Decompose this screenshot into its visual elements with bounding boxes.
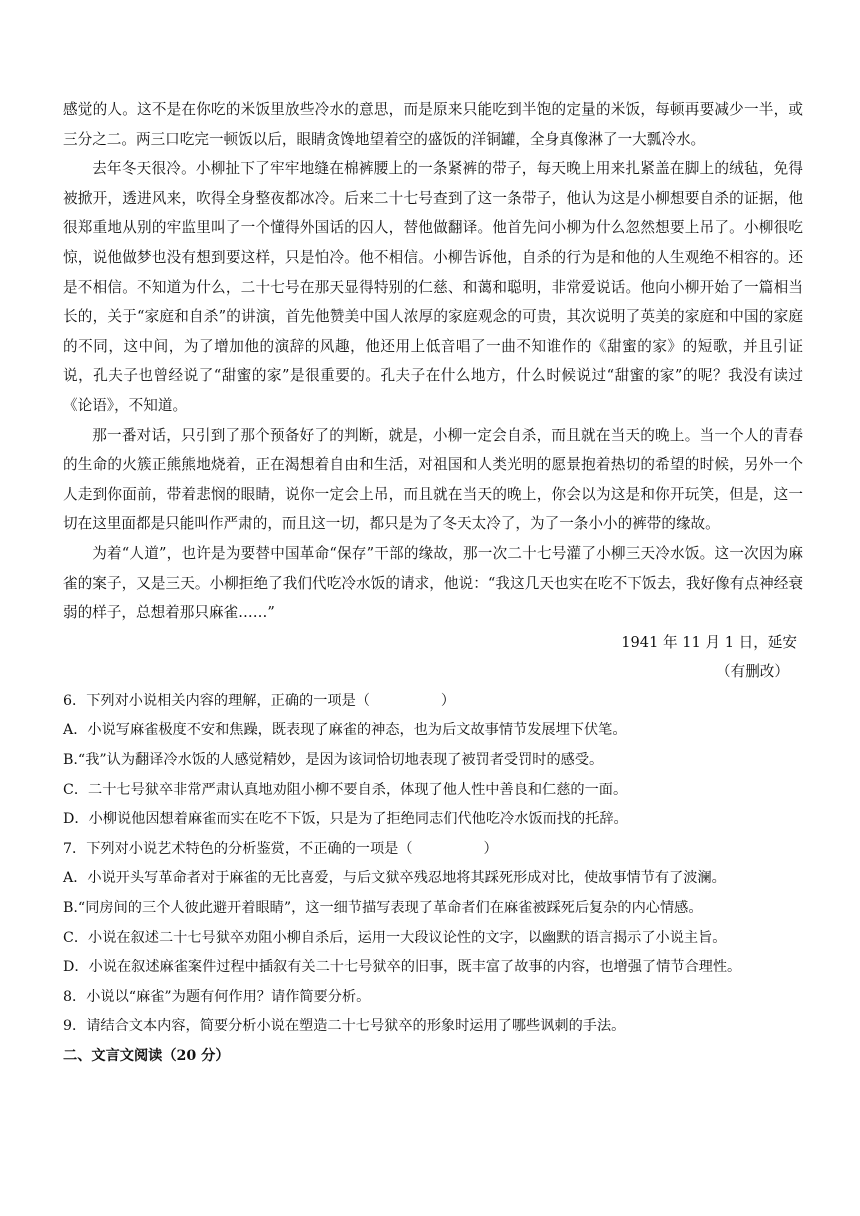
question-7-option-c: C．小说在叙述二十七号狱卒劝阻小柳自杀后，运用一大段议论性的文字，以幽默的语言揭示了小说主旨。 [63,929,727,946]
section-heading: 二、文言文阅读（20 分） [63,1048,230,1064]
question-7-option-d: D．小说在叙述麻雀案件过程中插叙有关二十七号狱卒的旧事，既丰富了故事的内容，也增强了情节合理性。 [63,959,742,976]
question-6-option-d: D．小柳说他因想着麻雀而实在吃不下饭，只是为了拒绝同志们代他吃冷水饭而找的托辞。 [63,811,628,828]
question-8-stem: 8．小说以“麻雀”为题有何作用？请作简要分析。 [63,988,371,1005]
question-6-option-b: B.“我”认为翻译冷水饭的人感觉精妙，是因为该词恰切地表现了被罚者受罚时的感受。 [63,752,604,769]
paragraph-1: 感觉的人。这不是在你吃的米饭里放些冷水的意思，而是原来只能吃到半饱的定量的米饭，每顿再要减少一半，或三分之二。两三口吃完一顿饭以后，眼睛贪馋地望着空的盛饭的洋铜罐，全身真像淋了一大瓢冷水。 [63,101,803,148]
question-7-option-a: A．小说开头写革命者对于麻雀的无比喜爱，与后文狱卒残忍地将其踩死形成对比，使故事情节有了波澜。 [63,870,726,887]
document-body [63,95,803,1072]
paragraph-2: 去年冬天很冷。小柳扯下了牢牢地缝在棉裤腰上的一条紧裤的带子，每天晚上用来扎紧盖在脚上的绒毡，免得被掀开，透进风来，吹得全身整夜都冰冷。后来二十七号查到了这一条带子，他认为这是小柳想要自杀的证据，他很郑重地从别的牢监里叫了一个懂得外国话的囚人，替他做翻译。他首先问小柳为什么忽然想要上吊了。小柳很吃惊，说他做梦也没有想到要这样，只是怕冷。他不相信。小柳告诉他，自杀的行为是和他的人生观绝不相容的。还是不相信。不知道为什么，二十七号在那天显得特别的仁慈、和蔼和聪明，非常爱说话。他向小柳开始了一篇相当长的，关于“家庭和自杀”的讲演，首先他赞美中国人浓厚的家庭观念的可贵，其次说明了英美的家庭和中国的家庭的不同，这中间，为了增加他的演辞的风趣，他还用上低音唱了一曲不知谁作的《甜蜜的家》的短歌，并且引证说，孔夫子也曾经说了“甜蜜的家”是很重要的。孔夫子在什么地方，什么时候说过“甜蜜的家”的呢？我没有读过《论语》，不知道。 [63,160,803,414]
question-list [63,687,803,1042]
question-7-option-b: B.“同房间的三个人彼此避开着眼睛”，这一细节描写表现了革命者们在麻雀被踩死后复杂的内心情感。 [63,900,703,917]
question-9-stem: 9．请结合文本内容，简要分析小说在塑造二十七号狱卒的形象时运用了哪些讽刺的手法。 [63,1018,626,1035]
question-7-stem: 7．下列对小说艺术特色的分析鉴赏，不正确的一项是（ ） [63,840,498,857]
question-6-option-c: C．二十七号狱卒非常严肃认真地劝阻小柳不要自杀，体现了他人性中善良和仁慈的一面。 [63,781,628,798]
question-6-option-a: A．小说写麻雀极度不安和焦躁，既表现了麻雀的神态，也为后文故事情节发展埋下伏笔。 [63,722,627,739]
question-6-stem: 6．下列对小说相关内容的理解，正确的一项是（ ） [63,692,456,709]
paragraph-4: 为着“人道”，也许是为要替中国革命“保存”干部的缘故，那一次二十七号灌了小柳三天冷水饭。这一次因为麻雀的案子，又是三天。小柳拒绝了我们代吃冷水饭的请求，他说：“我这几天也实在吃不下饭去，我好像有点神经衰弱的样子，总想着那只麻雀……” [63,544,803,622]
date-signature: 1941 年 11 月 1 日，延安 [621,633,797,651]
abridged-note: （有删改） [716,663,789,681]
paragraph-3: 那一番对话，只引到了那个预备好了的判断，就是，小柳一定会自杀，而且就在当天的晚上。当一个人的青春的生命的火簇正熊熊地烧着，正在渴想着自由和生活，对祖国和人类光明的愿景抱着热切的希望的时候，另外一个人走到你面前，带着悲悯的眼睛，说你一定会上吊，而且就在当天的晚上，你会以为这是和你开玩笑，但是，这一切在这里面都是只能叫作严肃的，而且这一切，都只是为了冬天太冷了，为了一条小小的裤带的缘故。 [63,426,803,533]
